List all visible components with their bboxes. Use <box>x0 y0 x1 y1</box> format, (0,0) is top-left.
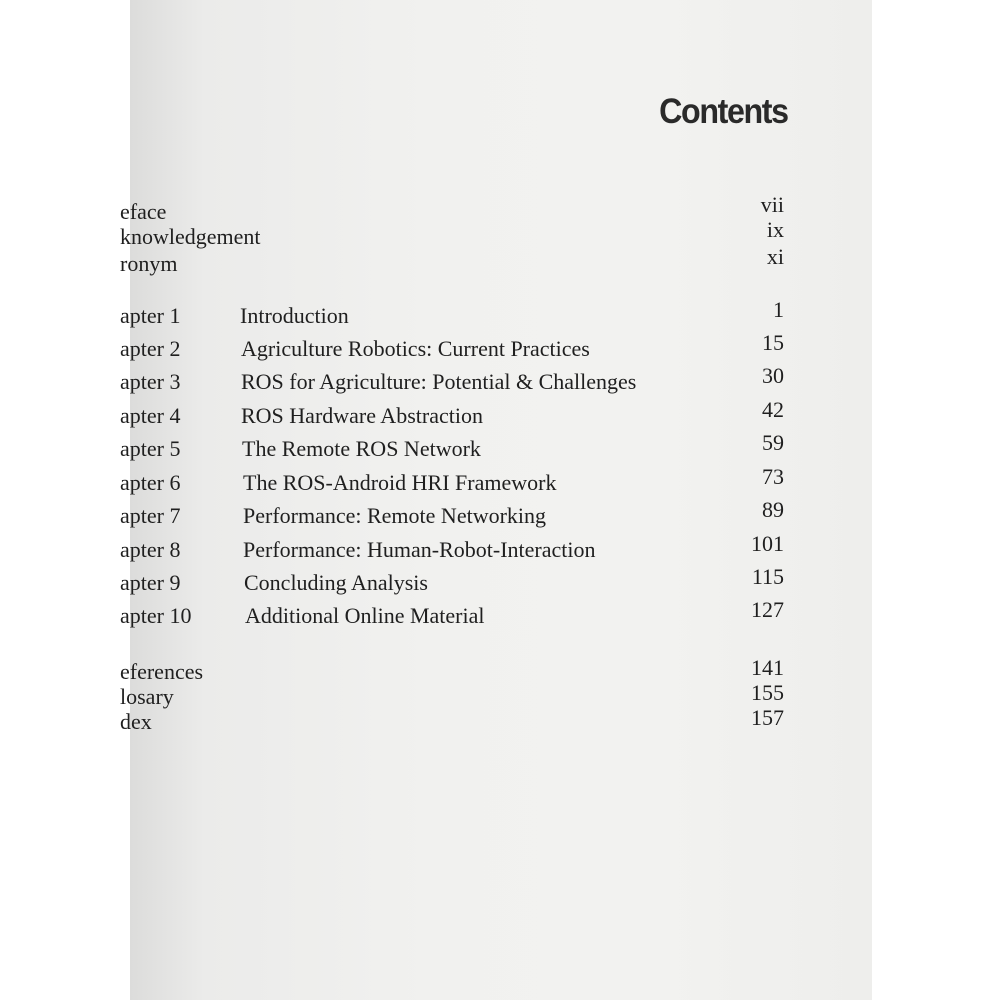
entry-label: eferences <box>120 659 204 684</box>
entry-label: losary <box>120 684 174 709</box>
contents-title: Contents <box>659 92 788 131</box>
entry-page: 155 <box>751 680 784 705</box>
chapter-page: 30 <box>762 363 784 388</box>
chapter-title: Additional Online Material <box>245 603 485 628</box>
chapter-title: The ROS-Android HRI Framework <box>243 470 557 495</box>
entry-label: knowledgement <box>120 224 261 249</box>
entry-page: vii <box>760 192 784 217</box>
chapter-label: apter 5 <box>120 436 181 461</box>
chapter-label: apter 6 <box>120 470 181 495</box>
chapter-page: 42 <box>762 397 784 422</box>
chapter-title: ROS Hardware Abstraction <box>241 403 483 428</box>
chapter-label: apter 2 <box>120 336 181 361</box>
chapter-label: apter 3 <box>120 369 181 394</box>
entry-page: ix <box>766 217 784 242</box>
chapter-page: 101 <box>751 531 784 556</box>
entry-label: eface <box>120 199 167 224</box>
entry-page: xi <box>766 244 784 269</box>
entry-page: 157 <box>751 705 784 730</box>
chapter-title: Performance: Human-Robot-Interaction <box>243 537 596 562</box>
entry-page: 141 <box>751 655 784 680</box>
chapter-label: apter 4 <box>120 403 181 428</box>
chapter-label: apter 8 <box>120 537 181 562</box>
chapter-page: 15 <box>762 330 784 355</box>
chapter-label: apter 10 <box>120 603 192 628</box>
chapter-page: 73 <box>762 464 784 489</box>
chapter-title: Concluding Analysis <box>244 570 428 595</box>
book-page <box>120 0 872 1000</box>
chapter-label: apter 7 <box>120 503 181 528</box>
chapter-label: apter 9 <box>120 570 181 595</box>
chapter-label: apter 1 <box>120 303 181 328</box>
chapter-page: 89 <box>762 497 784 522</box>
chapter-page: 1 <box>773 297 784 322</box>
entry-label: ronym <box>120 251 178 276</box>
chapter-title: ROS for Agriculture: Potential & Challenges <box>241 369 637 394</box>
chapter-page: 127 <box>751 597 784 622</box>
chapter-page: 59 <box>762 430 784 455</box>
chapter-title: The Remote ROS Network <box>242 436 481 461</box>
chapter-title: Agriculture Robotics: Current Practices <box>241 336 590 361</box>
entry-label: dex <box>120 709 152 734</box>
chapter-title: Performance: Remote Networking <box>243 503 547 528</box>
chapter-title: Introduction <box>240 303 349 328</box>
chapter-page: 115 <box>751 564 784 589</box>
